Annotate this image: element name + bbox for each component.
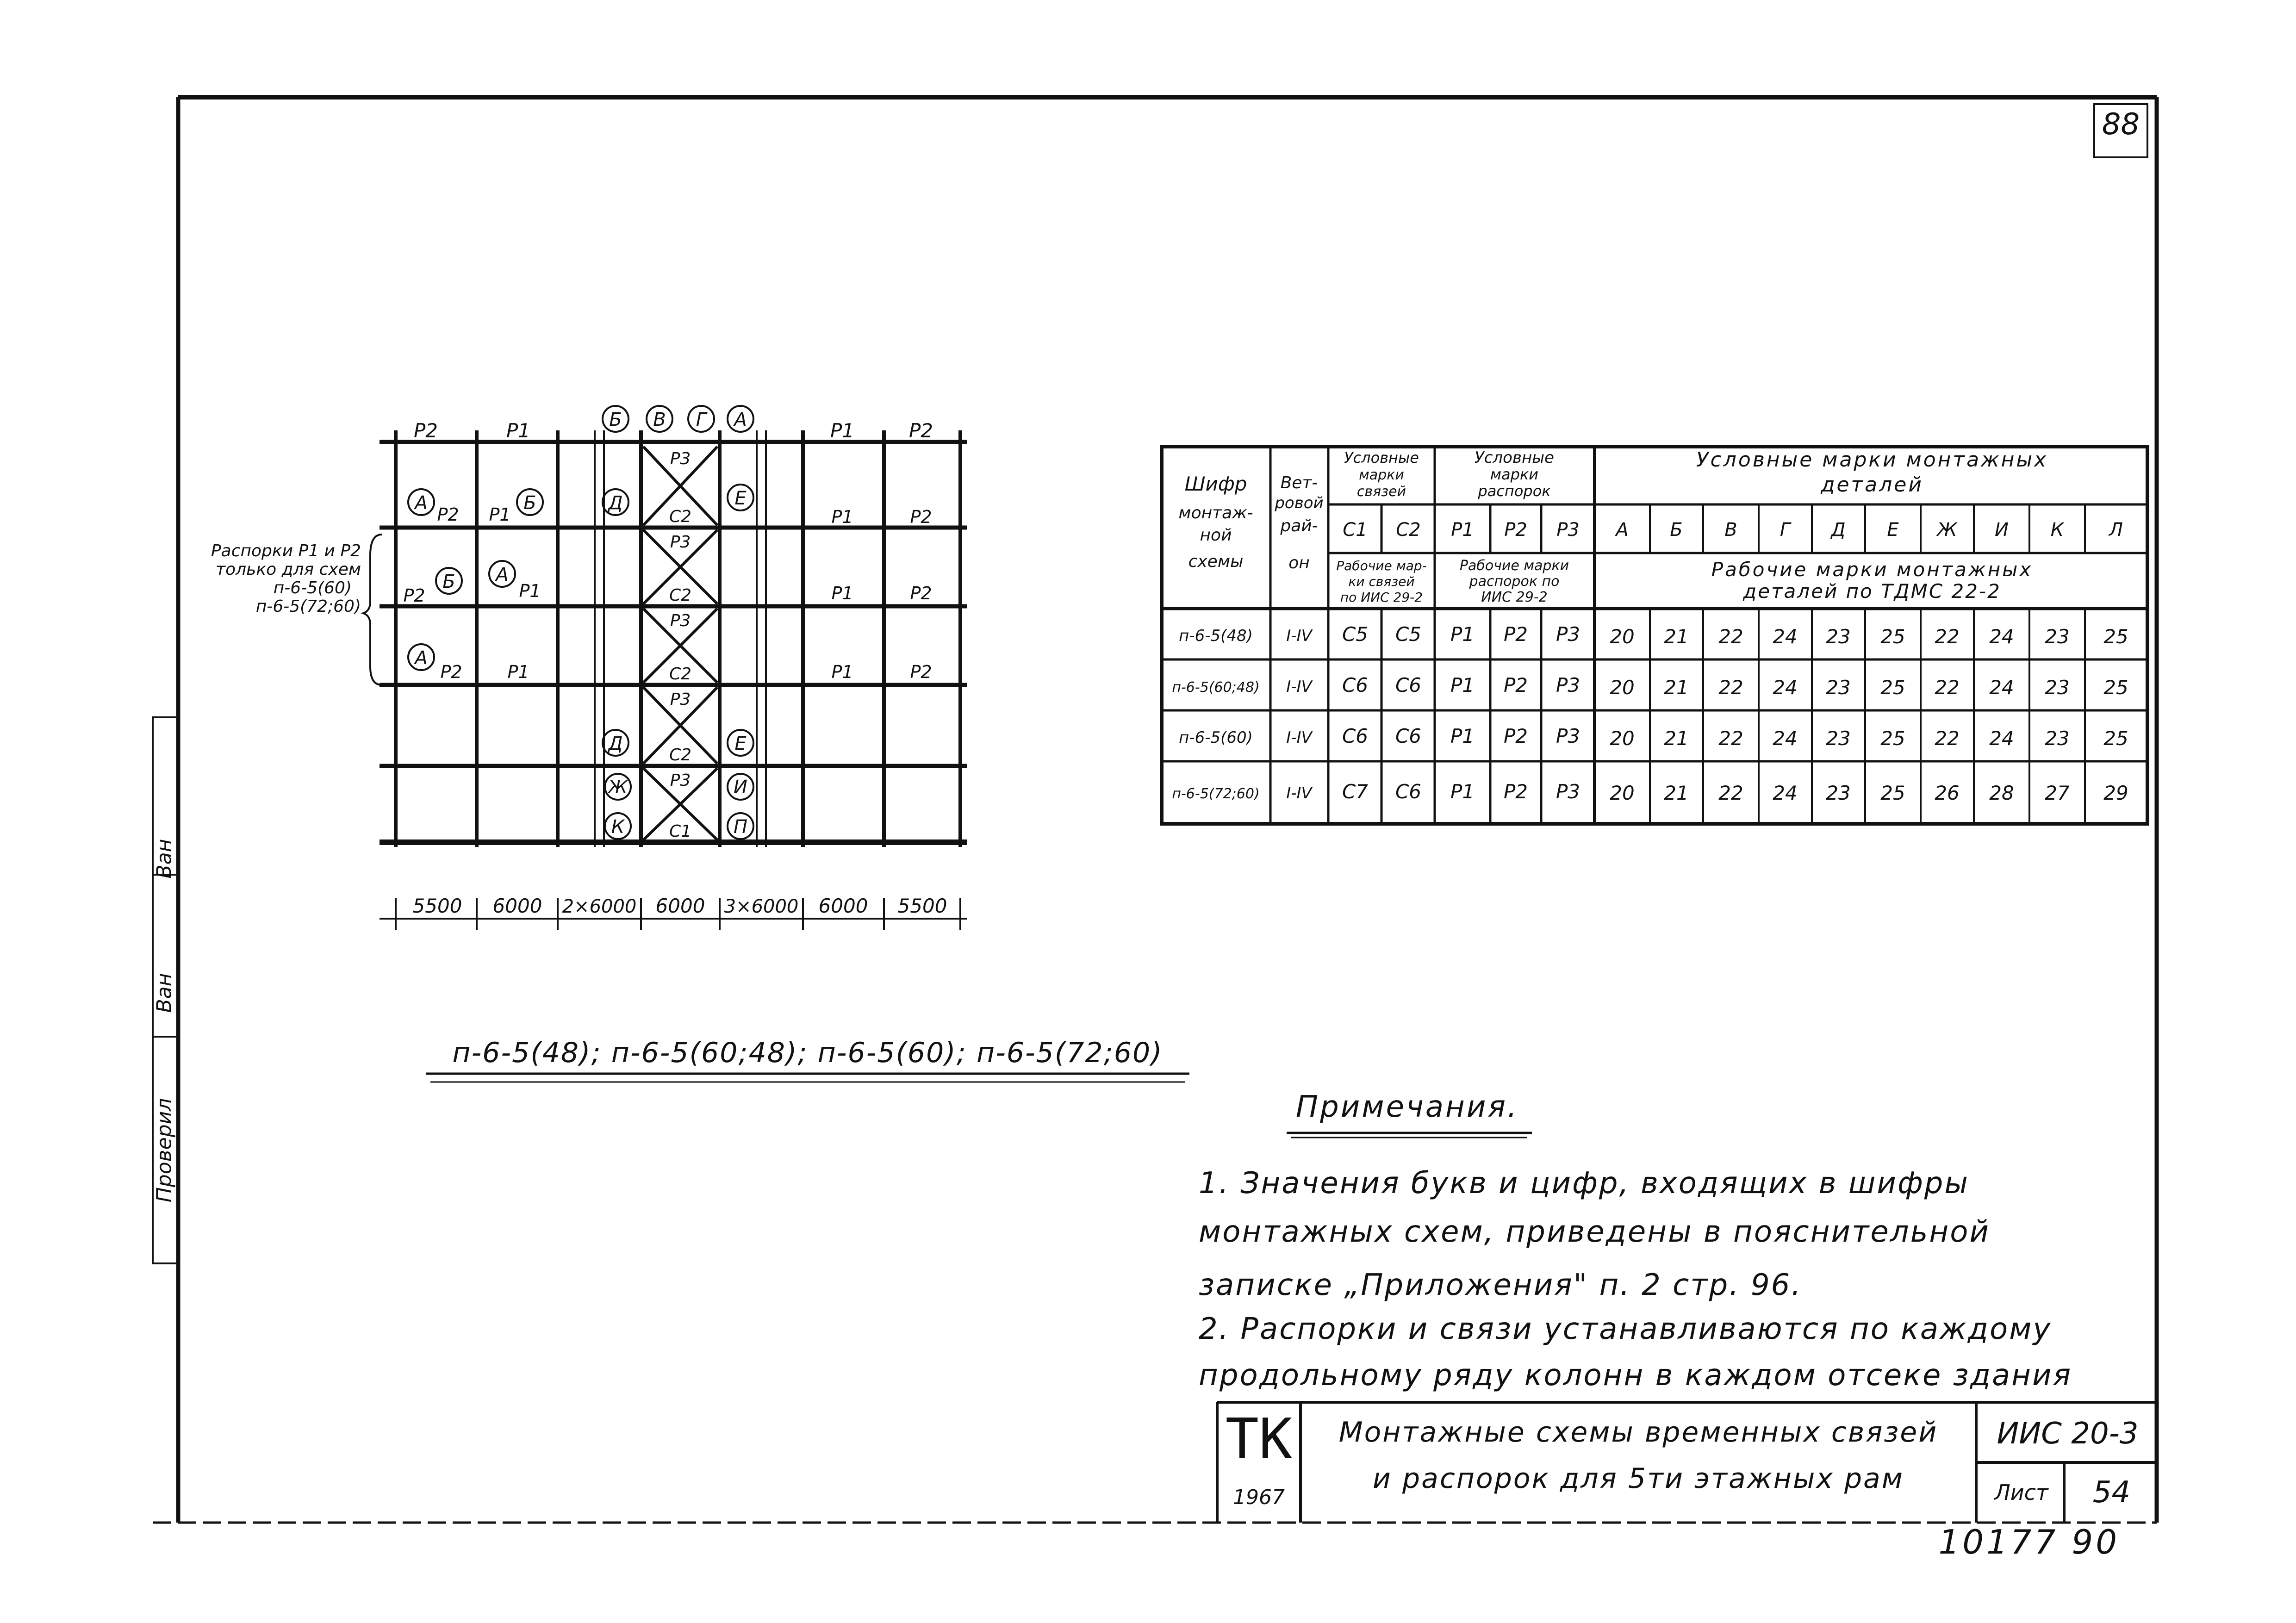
top-label-p1-right: Р1 (830, 419, 855, 442)
sheet-label: Лист (1994, 1480, 2048, 1505)
cell: С5 (1395, 623, 1422, 646)
note-line: монтажных схем, приведены в пояснительной (1199, 1215, 1990, 1249)
cell: 21 (1664, 676, 1689, 699)
mark-header: В (1724, 519, 1737, 541)
cell: 22 (1935, 625, 1960, 648)
notes-title: Примечания. (1296, 1090, 1519, 1124)
lower-mark-e: Е (734, 733, 747, 754)
mark-header: Г (1780, 519, 1791, 541)
note-line: 2. Распорки и связи устанавливаются по каждому (1199, 1312, 2052, 1346)
column-mark-g: Г (696, 409, 707, 430)
cell: 22 (1935, 676, 1960, 699)
cell: 23 (2045, 676, 2070, 699)
sheet-number: 54 (2092, 1475, 2131, 1510)
dimension-label: 6000 (655, 895, 705, 917)
cell: Р2 (1503, 725, 1528, 747)
cell: 23 (1826, 727, 1851, 750)
cell: 23 (1826, 625, 1851, 648)
cell: Р2 (1503, 623, 1528, 646)
lower-mark-d: Д (608, 733, 623, 754)
cell: 28 (1989, 782, 2014, 804)
cell: 26 (1935, 782, 1960, 804)
cell: 22 (1718, 727, 1743, 750)
h-ties: связей (1356, 484, 1406, 500)
mark-header: Р3 (1556, 519, 1580, 541)
cell: Р3 (1556, 780, 1580, 803)
row2-label-p2: Р2 (403, 585, 425, 606)
mark-header: Ж (1937, 519, 1957, 541)
lower-mark-k: К (611, 816, 625, 838)
row2-mark-b: Б (442, 571, 455, 592)
cell: 24 (1773, 782, 1798, 804)
brace-label: Р3 (670, 690, 691, 709)
logo-tk: ТК (1225, 1407, 1293, 1472)
column-mark-a: А (734, 409, 747, 430)
cell: Р2 (1503, 674, 1528, 696)
row3-mark-a: А (415, 647, 428, 669)
cell: Р2 (1503, 780, 1528, 803)
cell: 24 (1773, 727, 1798, 750)
brace-label: С2 (669, 665, 692, 684)
dimension-label: 5500 (897, 895, 947, 917)
row2-label-p1: Р1 (519, 581, 541, 601)
cell: Р1 (1450, 674, 1475, 696)
cell: 22 (1718, 676, 1743, 699)
mark-header: Л (2109, 519, 2123, 541)
cell: 24 (1773, 625, 1798, 648)
cell: 23 (1826, 676, 1851, 699)
row1-mark-a: А (415, 492, 428, 514)
h-ties-work: по ИИС 29-2 (1340, 590, 1423, 605)
row1-label-p1: Р1 (489, 504, 511, 525)
cell: С6 (1395, 725, 1422, 747)
h-code: ной (1200, 526, 1232, 545)
row1-mark-d: Д (608, 492, 623, 514)
side-note-line: Распорки Р1 и Р2 (211, 541, 361, 560)
cell: 20 (1610, 782, 1635, 804)
cell: Р3 (1556, 725, 1580, 747)
bottom-archive-number: 10177 90 (1938, 1523, 2120, 1561)
h-details-work: Рабочие марки монтажных (1711, 558, 2033, 581)
h-details: деталей (1821, 473, 1923, 497)
cell: Р1 (1450, 623, 1475, 646)
cell: 23 (2045, 625, 2070, 648)
row3-label-p2-right: Р2 (910, 662, 932, 682)
cell: Р1 (1450, 725, 1475, 747)
h-ties-work: ки связей (1348, 574, 1415, 589)
title-year: 1967 (1233, 1485, 1285, 1509)
cell: 23 (2045, 727, 2070, 750)
drawing-title-line2: и распорок для 5ти этажных рам (1372, 1462, 1904, 1495)
brace-label: С2 (669, 586, 692, 605)
row3-label-p2: Р2 (440, 662, 462, 682)
h-area: он (1288, 553, 1310, 572)
row2-label-p1-right: Р1 (831, 583, 853, 603)
row1-mark-b: Б (523, 492, 536, 514)
cell: 24 (1989, 676, 2014, 699)
cell: 20 (1610, 676, 1635, 699)
note-line: записке „Приложения" п. 2 стр. 96. (1199, 1268, 1802, 1302)
cell: С6 (1342, 725, 1369, 747)
scheme-caption: п-6-5(48); п-6-5(60;48); п-6-5(60); п-6-5(72;60) (452, 1037, 1163, 1069)
mark-header: Р2 (1504, 519, 1527, 541)
mark-header: И (1995, 519, 2009, 541)
cell: С6 (1395, 780, 1422, 803)
dimension-label: 3×6000 (724, 896, 799, 917)
cell: 22 (1935, 727, 1960, 750)
cell: Р3 (1556, 674, 1580, 696)
cell: 29 (2103, 782, 2128, 804)
h-code: монтаж- (1178, 504, 1253, 522)
lower-mark-zh: Ж (608, 777, 628, 797)
dimension-label: 5500 (412, 895, 462, 917)
column-mark-v: В (653, 409, 666, 430)
cell: С6 (1395, 674, 1422, 696)
note-line: продольному ряду колонн в каждом отсеке здания (1199, 1358, 2072, 1393)
cell: 25 (1880, 727, 1905, 750)
mark-header: С2 (1396, 519, 1421, 541)
dimension-label: 6000 (818, 895, 868, 917)
side-label-top: Ван (152, 839, 176, 879)
cell: 23 (1826, 782, 1851, 804)
row2-label-p2-right: Р2 (910, 583, 932, 603)
cell-code: п-6-5(60;48) (1172, 679, 1260, 696)
cell: 22 (1718, 625, 1743, 648)
cell: С5 (1342, 623, 1369, 646)
cell: 25 (1880, 625, 1905, 648)
cell-code: п-6-5(72;60) (1172, 786, 1260, 802)
dimension-label: 6000 (492, 895, 542, 917)
cell: С6 (1342, 674, 1369, 696)
row1-label-p2: Р2 (437, 504, 459, 525)
brace-label: С1 (669, 822, 692, 841)
h-struts-work: Рабочие марки (1459, 558, 1569, 574)
h-area: рай- (1280, 516, 1318, 535)
h-struts: распорок (1478, 482, 1551, 500)
side-note-line: только для схем (216, 560, 361, 579)
cell: 25 (2103, 625, 2128, 648)
side-note-line: п-6-5(72;60) (255, 597, 361, 616)
column-mark-b: Б (609, 409, 622, 430)
h-details-work: деталей по ТДМС 22-2 (1743, 580, 2001, 603)
dimension-label: 2×6000 (562, 896, 637, 917)
h-details: Условные марки монтажных (1696, 448, 2048, 472)
cell: 25 (2103, 727, 2128, 750)
cell: 24 (1773, 676, 1798, 699)
h-ties: Условные (1344, 449, 1419, 466)
row3-label-p1: Р1 (507, 662, 529, 682)
h-code: схемы (1188, 552, 1244, 571)
mark-header: С1 (1343, 519, 1368, 541)
note-line: 1. Значения букв и цифр, входящих в шифры (1199, 1166, 1969, 1200)
brace-label: С2 (669, 507, 692, 526)
mark-header: Р1 (1451, 519, 1474, 541)
cell: 20 (1610, 727, 1635, 750)
cell: 20 (1610, 625, 1635, 648)
side-label-check: Проверил (152, 1098, 176, 1203)
brace-label: Р3 (670, 771, 691, 790)
h-ties: марки (1359, 467, 1404, 483)
row2-mark-a: А (496, 564, 509, 585)
h-area: Вет- (1280, 473, 1318, 492)
h-ties-work: Рабочие мар- (1336, 558, 1427, 573)
cell: 21 (1664, 727, 1689, 750)
side-note-line: п-6-5(60) (273, 578, 352, 597)
row1-label-p1-right: Р1 (831, 507, 853, 527)
lower-mark-p: П (733, 816, 748, 838)
cell: 24 (1989, 625, 2014, 648)
row1-mark-e: Е (734, 488, 747, 509)
h-struts-work: ИИС 29-2 (1481, 589, 1548, 605)
mark-header: К (2050, 519, 2064, 541)
cell: 21 (1664, 782, 1689, 804)
cell: С7 (1342, 780, 1369, 803)
mark-header: Б (1670, 519, 1683, 541)
page-marker: 88 (2102, 107, 2140, 142)
row1-label-p2-right: Р2 (910, 507, 932, 527)
top-label-p1-left: Р1 (506, 419, 531, 442)
cell-area: I-IV (1286, 627, 1312, 645)
cell: Р3 (1556, 623, 1580, 646)
mark-header: А (1616, 519, 1629, 541)
brace-label: Р3 (670, 449, 691, 468)
cell: 25 (1880, 782, 1905, 804)
drawing-code: ИИС 20-3 (1997, 1416, 2139, 1451)
h-struts-work: распорок по (1469, 573, 1560, 590)
cell: 21 (1664, 625, 1689, 648)
row3-label-p1-right: Р1 (831, 662, 853, 682)
h-code: Шифр (1184, 473, 1247, 495)
h-struts: Условные (1475, 448, 1554, 467)
top-label-p2-left: Р2 (413, 419, 438, 442)
cell-area: I-IV (1286, 728, 1312, 747)
h-area: ровой (1275, 494, 1324, 512)
cell: 25 (2103, 676, 2128, 699)
lower-mark-i: И (734, 777, 747, 798)
mark-header: Е (1887, 519, 1899, 541)
cell-code: п-6-5(60) (1179, 728, 1253, 747)
cell: 22 (1718, 782, 1743, 804)
cell-area: I-IV (1286, 784, 1312, 802)
cell: 25 (1880, 676, 1905, 699)
top-label-p2-right: Р2 (908, 419, 933, 442)
mark-header: Д (1831, 519, 1846, 541)
cell-area: I-IV (1286, 678, 1312, 696)
brace-label: Р3 (670, 611, 691, 630)
cell: 24 (1989, 727, 2014, 750)
brace-label: С2 (669, 746, 692, 765)
brace-label: Р3 (670, 533, 691, 552)
cell-code: п-6-5(48) (1179, 627, 1253, 645)
cell: 27 (2045, 782, 2070, 804)
cell: Р1 (1450, 780, 1475, 803)
side-signature: Ван (152, 973, 176, 1013)
h-struts: марки (1490, 466, 1539, 483)
drawing-title-line1: Монтажные схемы временных связей (1338, 1416, 1938, 1449)
